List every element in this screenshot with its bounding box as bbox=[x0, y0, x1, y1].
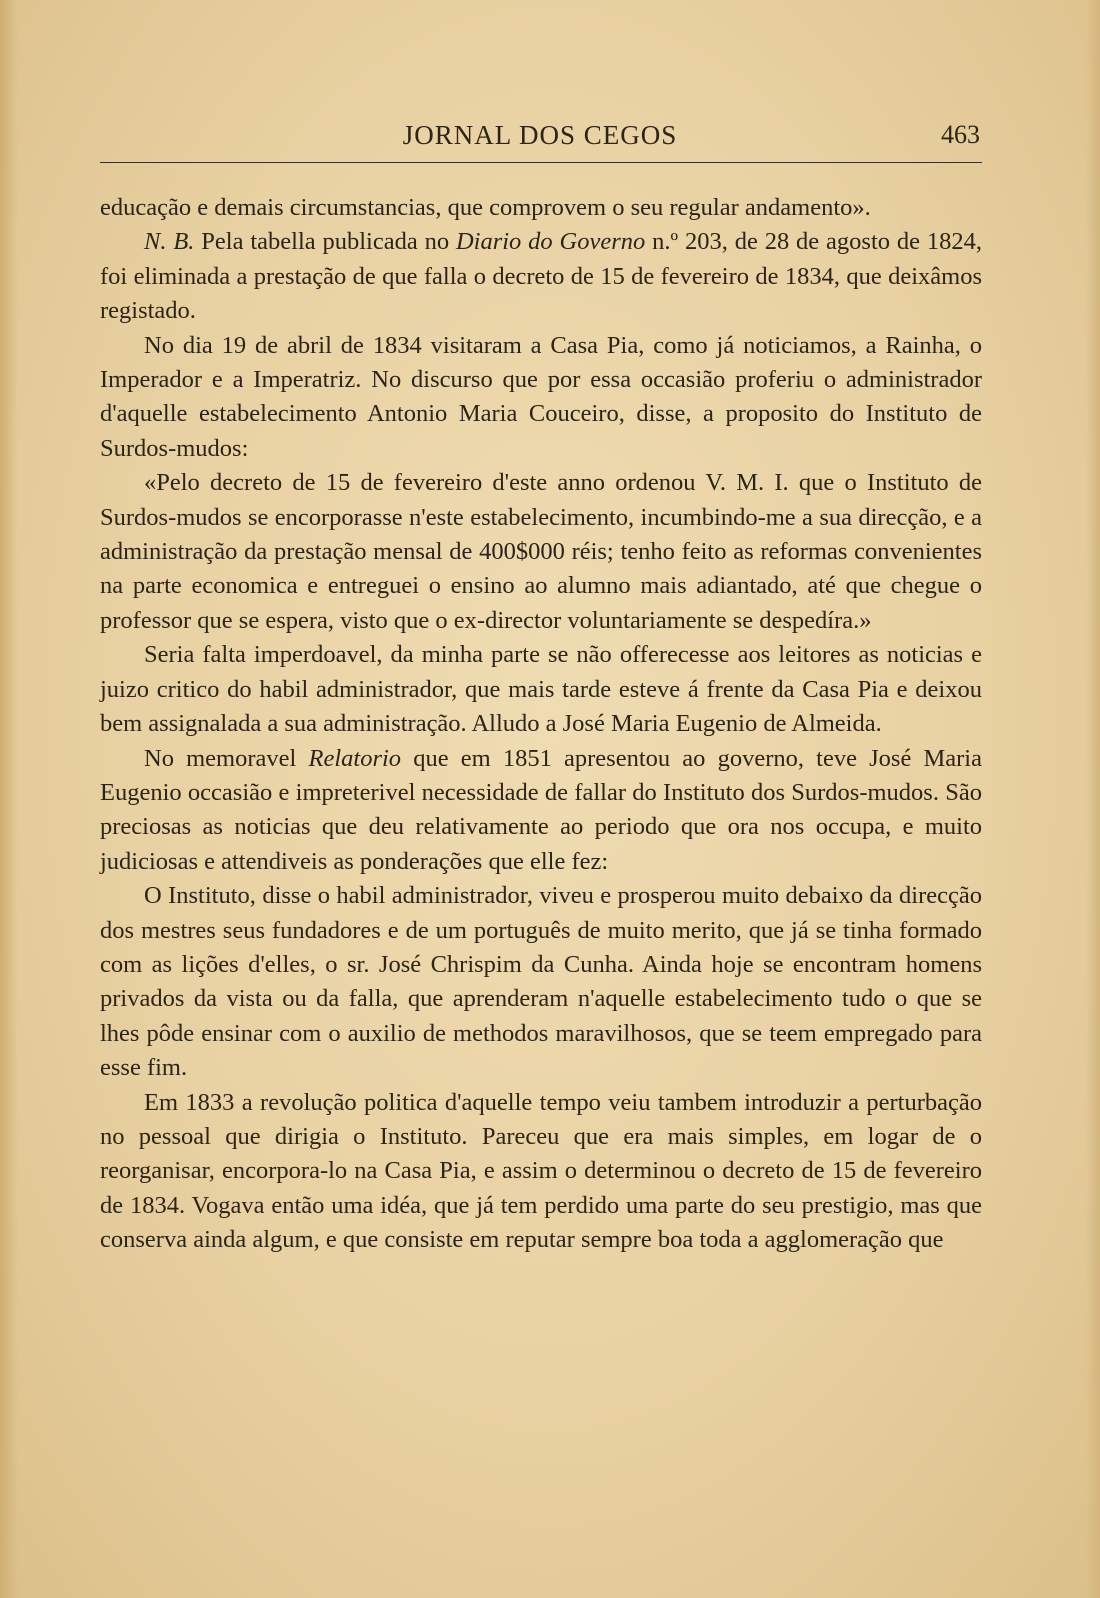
paragraph-text: que em 1851 apresentou ao governo, teve José Maria Eugenio occasião e impreterivel necessidade de fallar do Instituto dos Surdos-mudos. São preciosas as noticias que deu relativamente ao periodo que ora nos occupa, e muito judiciosas e attendiveis as ponderações que elle fez: bbox=[100, 744, 982, 875]
paragraph-continuation: educação e demais circumstancias, que comprovem o seu regular andamento». bbox=[100, 194, 871, 221]
paragraph-quote: «Pelo decreto de 15 de fevereiro d'este anno ordenou V. M. I. que o Instituto de Surdos-mudos se encorporasse n'este estabelecimento, incumbindo-me a sua direcção, e a administração da prestação mensal de 400$000 réis; tenho feito as reformas convenientes na parte economica e entreguei o ensino ao alumno mais adiantado, até que chegue o professor que se espera, visto que o ex-director voluntariamente se despedíra.» bbox=[100, 469, 982, 634]
page-number: 463 bbox=[941, 120, 980, 149]
paragraph-nota-bene bbox=[100, 225, 982, 328]
header-rule bbox=[100, 162, 982, 163]
running-head bbox=[100, 120, 980, 160]
newspaper-title: Diario do Governo bbox=[455, 228, 646, 256]
paragraph: No dia 19 de abril de 1834 visitaram a Casa Pia, como já noticiamos, a Rainha, o Imperador e a Imperatriz. No discurso que por essa occasião proferiu o administrador d'aquelle estabelecimento Antonio Maria Couceiro, disse, a proposito do Instituto de Surdos-mudos: bbox=[100, 331, 982, 462]
paragraph-relatorio bbox=[100, 742, 982, 880]
paragraph: Seria falta imperdoavel, da minha parte se não offerecesse aos leitores as noticias e juizo critico do habil administrador, que mais tarde esteve á frente da Casa Pia e deixou bem assignalada a sua administração. Alludo a José Maria Eugenio de Almeida. bbox=[100, 641, 982, 738]
paragraph: O Instituto, disse o habil administrador, viveu e prosperou muito debaixo da direcção dos mestres seus fundadores e de um português de muito merito, que já se tinha formado com as lições d'elles, o sr. José Chrispim da Cunha. Ainda hoje se encontram homens privados da vista ou da falla, que aprenderam n'aquelle estabelecimento tudo o que se lhes pôde ensinar com o auxilio de methodos maravilhosos, que se teem empregado para esse fim. bbox=[100, 882, 982, 1082]
paragraph-text: n.º 203, de 28 de agosto de 1824, foi eliminada a prestação de que falla o decreto de 15 de fevereiro de 1834, que deixâmos registado. bbox=[100, 228, 982, 325]
body-text bbox=[100, 191, 982, 1258]
paragraph: Em 1833 a revolução politica d'aquelle tempo veiu tambem introduzir a perturbação no pessoal que dirigia o Instituto. Pareceu que era mais simples, em logar de o reorganisar, encorpora-lo na Casa Pia, e assim o determinou o decreto de 15 de fevereiro de 1834. Vogava então uma idéa, que já tem perdido uma parte do seu prestigio, mas que conserva ainda algum, e que consiste em reputar sempre boa toda a agglomeração que bbox=[100, 1088, 982, 1254]
running-title: JORNAL DOS CEGOS bbox=[402, 120, 678, 150]
paragraph-text: Pela tabella publicada no bbox=[194, 228, 456, 256]
paragraph-text: No memoravel bbox=[144, 744, 309, 772]
nota-bene-label: N. B. bbox=[144, 228, 195, 256]
report-title: Relatorio bbox=[308, 744, 402, 772]
